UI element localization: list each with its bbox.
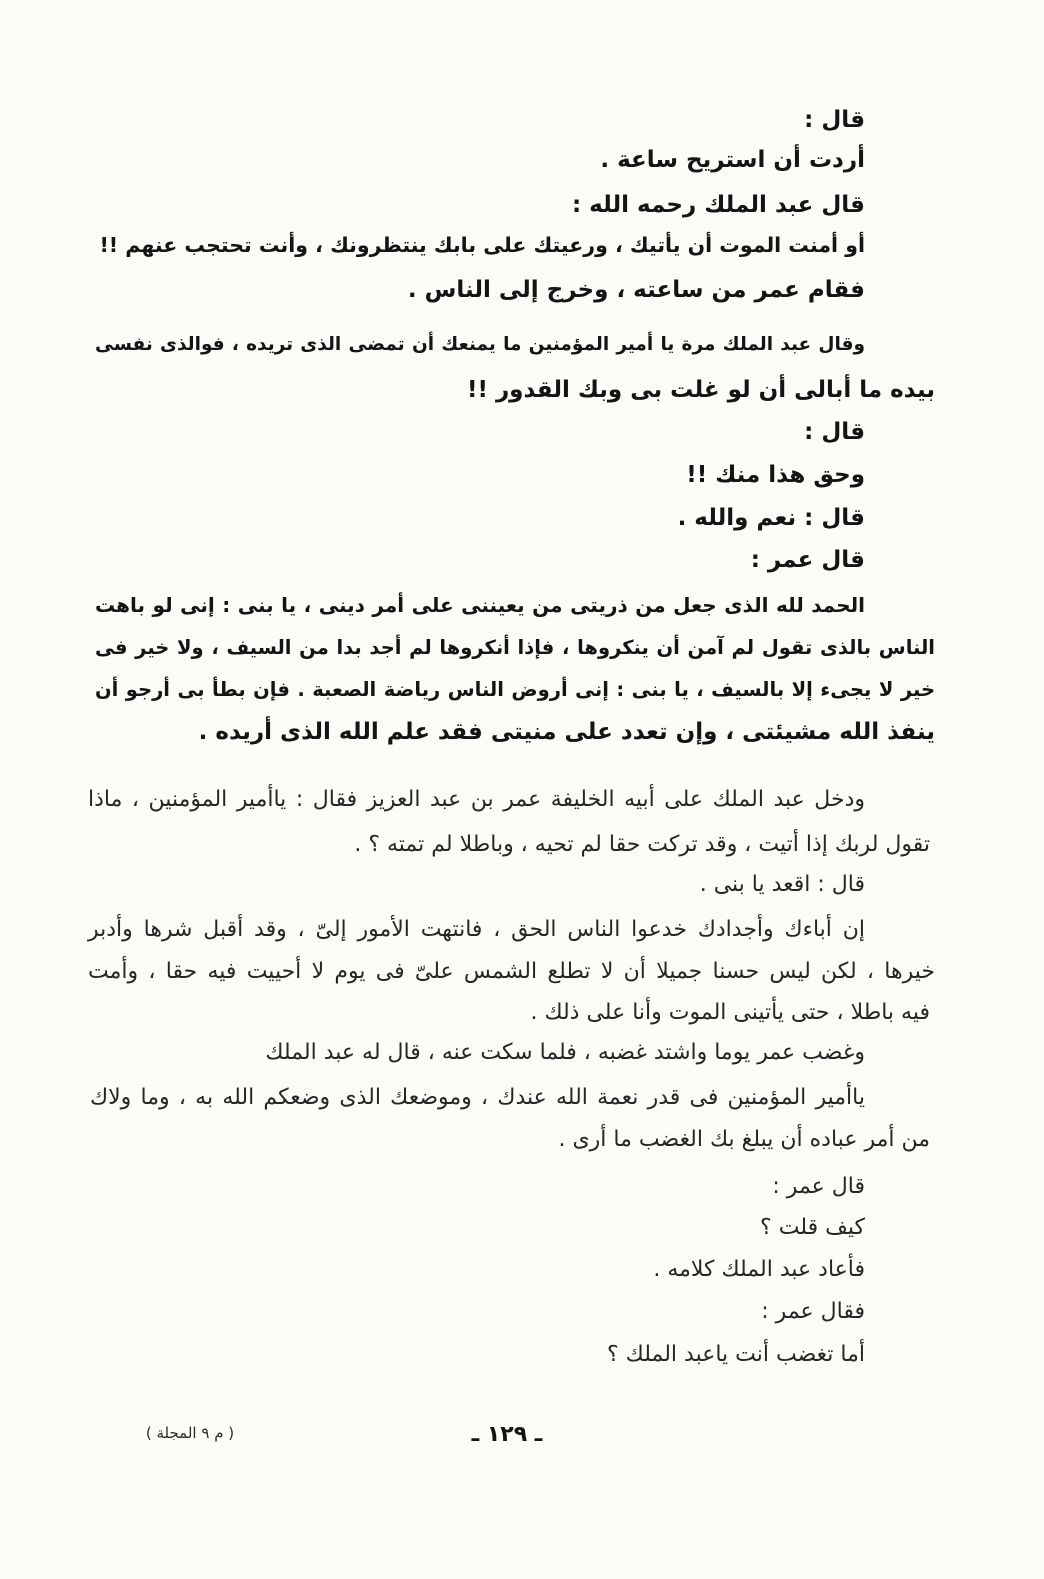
text-line: فأعاد عبد الملك كلامه . (653, 1257, 865, 1282)
text-line: قال عمر : (772, 1174, 865, 1199)
text-line: وحق هذا منك !! (686, 462, 865, 488)
text-line: قال : اقعد يا بنى . (699, 872, 865, 897)
text-line: فقام عمر من ساعته ، وخرج إلى الناس . (407, 277, 865, 303)
text-line: وغضب عمر يوما واشتد غضبه ، فلما سكت عنه ، قال له عبد الملك (265, 1040, 865, 1065)
text-line: ينفذ الله مشيئتى ، وإن تعدد على منيتى فقد علم الله الذى أريده . (198, 719, 935, 745)
text-line: بيده ما أبالى أن لو غلت بى وبك القدور !! (466, 377, 935, 403)
text-line: قال : (804, 107, 865, 133)
text-line: فيه باطلا ، حتى يأتينى الموت وأنا على ذلك . (530, 1000, 930, 1025)
text-line: قال عبد الملك رحمه الله : (571, 192, 865, 218)
text-line: كيف قلت ؟ (760, 1215, 865, 1240)
text-line: من أمر عباده أن يبلغ بك الغضب ما أرى . (558, 1127, 930, 1152)
text-line: أردت أن استريح ساعة . (600, 147, 865, 173)
text-line: خيرها ، لكن ليس حسنا جميلا أن لا تطلع الشمس علىّ فى يوم لا أحييت فيه حقا ، وأمت (88, 959, 935, 984)
page-number: ـ ١٢٩ ـ (471, 1422, 543, 1447)
text-line: ياأمير المؤمنين فى قدر نعمة الله عندك ، وموضعك الذى وضعكم الله به ، وما ولاك (90, 1085, 865, 1110)
text-line: خير لا يجىء إلا بالسيف ، يا بنى : إنى أروض الناس رياضة الصعبة . فإن بطأ بى أرجو أن (95, 678, 935, 701)
signature-mark: ( م ٩ المجلة ) (145, 1424, 235, 1442)
text-line: وقال عبد الملك مرة يا أمير المؤمنين ما يمنعك أن تمضى الذى تريده ، فوالذى نفسى (95, 334, 865, 355)
text-line: قال : نعم والله . (677, 505, 865, 531)
text-line: أما تغضب أنت ياعبد الملك ؟ (607, 1342, 865, 1367)
text-line: تقول لربك إذا أتيت ، وقد تركت حقا لم تحيه ، وباطلا لم تمته ؟ . (354, 832, 930, 857)
text-line: قال عمر : (750, 547, 865, 573)
text-line: ودخل عبد الملك على أبيه الخليفة عمر بن عبد العزيز فقال : ياأمير المؤمنين ، ماذا (88, 787, 865, 812)
text-line: إن أباءك وأجدادك خدعوا الناس الحق ، فانتهت الأمور إلىّ ، وقد أقبل شرها وأدبر (88, 917, 865, 942)
text-line: الناس بالذى تقول لم آمن أن ينكروها ، فإذا أنكروها لم أجد بدا من السيف ، ولا خير فى (95, 636, 935, 659)
text-line: الحمد لله الذى جعل من ذريتى من يعيننى على أمر دينى ، يا بنى : إنى لو باهت (95, 593, 865, 617)
text-line: فقال عمر : (761, 1299, 865, 1324)
text-line: أو أمنت الموت أن يأتيك ، ورعيتك على بابك ينتظرونك ، وأنت تحتجب عنهم !! (99, 233, 865, 257)
text-line: قال : (804, 419, 865, 445)
